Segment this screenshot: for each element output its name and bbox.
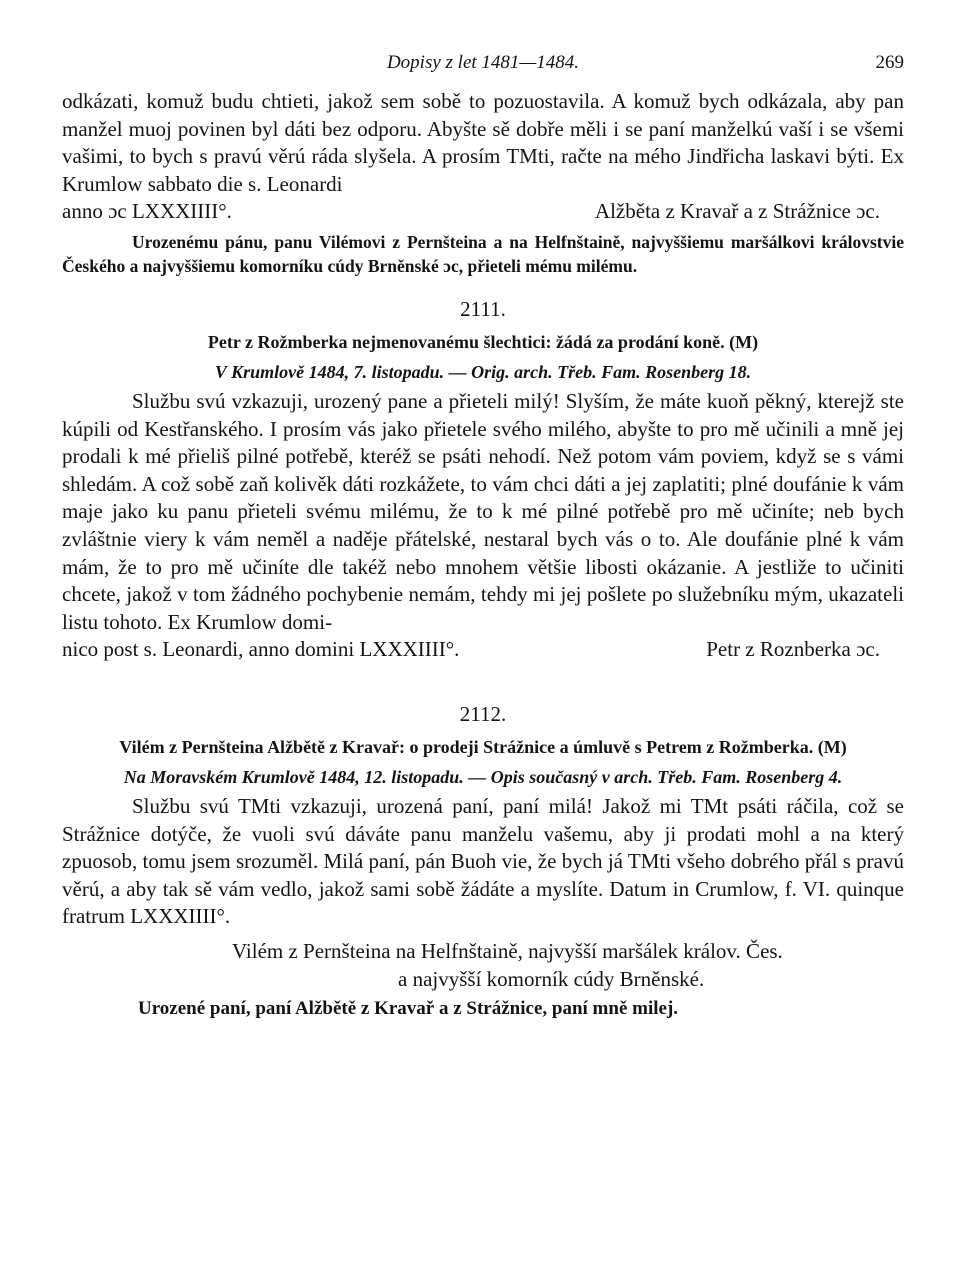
letter-2112 (62, 793, 904, 931)
previous-letter-text: odkázati, komuž budu chtieti, jakož sem sobě to pozuostavila. A komuž bych odkázala, aby pan manžel muoj povinen byl dáti bez odporu. Abyšte sě dobře měli i se paní manželkú vaší i se všemi vašimi, to bych s pravú věrú ráda slyšela. A prosím TMti, račte na mého Jindřicha laskavi býti. Ex Krumlow sabbato die s. Leonardi (62, 89, 904, 196)
previous-letter (62, 88, 904, 226)
previous-letter-date: anno ɔc LXXXIIII°. (62, 199, 232, 224)
letter-2111 (62, 388, 904, 664)
letter-2112-text: Službu svú TMti vzkazuji, urozená paní, paní milá! Jakož mi TMt psáti ráčila, což se Strážnice dotýče, že vuoli svú dáváte panu manželu vašemu, aby ji prodati mohl a na který zpuosob, tomu jsem srozuměl. Milá paní, pán Buoh vie, že bych já TMti všeho dobrého přál s pravú věrú, a aby tak sě vám vedlo, jakož sami sobě žádáte a myslíte. Datum in Crumlow, f. VI. quinque fratrum LXXXIIII°. (62, 793, 904, 929)
regest-2112: Vilém z Pernšteina Alžbětě z Kravař: o prodeji Strážnice a úmluvě s Petrem z Rožmberka. (M) (119, 736, 847, 757)
document-number-2111: 2111. (460, 296, 506, 321)
document-number-2112: 2112. (459, 701, 507, 726)
signature-line-2: a najvyšší komorník cúdy Brněnské. (398, 966, 705, 991)
letter-2111-text (62, 388, 904, 636)
previous-letter-closing (62, 198, 904, 226)
letter-2111-date: nico post s. Leonardi, anno domini LXXXIIII°. (62, 637, 460, 662)
letter-2112-address: Urozené paní, paní Alžbětě z Kravař a z Strážnice, paní mně milej. (138, 997, 679, 1019)
letter-2111-signature: Petr z Roznberka ɔc. (706, 637, 880, 662)
source-2112: Na Moravském Krumlově 1484, 12. listopadu. — Opis současný v arch. Třeb. Fam. Rosenberg 4. (123, 766, 843, 787)
letter-2112-signature (62, 937, 904, 993)
running-title: Dopisy z let 1481—1484. (386, 52, 580, 73)
previous-letter-address: Urozenému pánu, panu Vilémovi z Pernšteina a na Helfnštaině, najvyššiemu maršálkovi královstvie Českého a najvyššiemu komorníku cúdy Brněnské ɔc, přieteli mému milému. (62, 231, 904, 277)
letter-2111-closing (62, 636, 904, 664)
letter-2111-body: Službu svú vzkazuji, urozený pane a přieteli milý! Slyším, že máte kuoň pěkný, kterejž ste kúpili od Kestřanského. I prosím vás jako přietele svého milého, abyšte to pro mě učinili a mně jej prodali k mé přieliš pilné potřebě, kteréž se psáti nehodí. Než potom vám poviem, když se s vámi shledám. A což sobě zaň kolivěk dáti rozkážete, to vám chci dáti a jej zaplatiti; plné doufánie k vám maje jako ku panu přieteli svému milému, že to k mé pilné potřebě pro mě učiníte; neb bych zvláštnie viery k vám neměl a naděje přátelské, nestaral bych vás o to. Ale doufánie plné k vám mám, že to pro mě učiníte dle takéž nebo mnohem většie libosti okázanie. A jestliže to učiniti chcete, jakož v tom žádného pochybenie nemám, tehdy mi jej pošlete po služebníku mým, ukazateli listu tohoto. Ex Krumlow domi- (62, 388, 904, 634)
running-head (62, 52, 904, 88)
signature-line-1: Vilém z Pernšteina na Helfnštaině, najvyšší maršálek králov. Čes. (232, 938, 783, 963)
source-2111: V Krumlově 1484, 7. listopadu. — Orig. arch. Třeb. Fam. Rosenberg 18. (214, 361, 752, 382)
page (62, 52, 904, 1023)
regest-2111: Petr z Rožmberka nejmenovanému šlechtici: žádá za prodání koně. (M) (207, 331, 759, 352)
previous-letter-signature: Alžběta z Kravař a z Strážnice ɔc. (594, 199, 880, 224)
page-number: 269 (875, 52, 904, 73)
